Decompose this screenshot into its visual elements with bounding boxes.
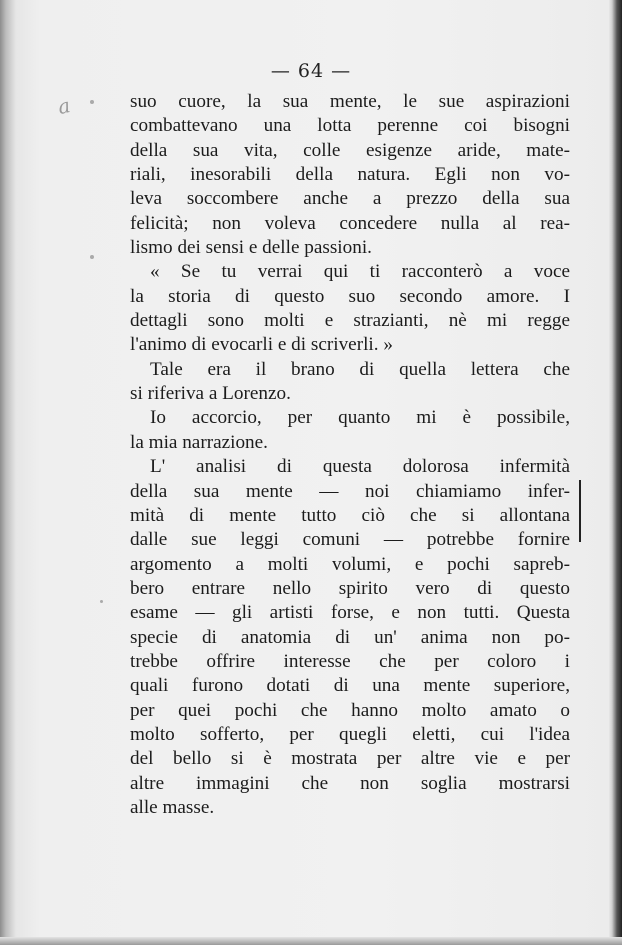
text-line: felicità; non voleva concedere nulla al rea- [130, 212, 570, 234]
text-line: combattevano una lotta perenne coi bisogni [130, 115, 570, 137]
text-line: trebbe offrire interesse che per coloro i [130, 650, 570, 672]
text-line: della sua mente — noi chiamiamo infer- [130, 480, 570, 502]
margin-speck [90, 255, 94, 259]
body-text [130, 90, 570, 820]
text-line: « Se tu verrai qui ti racconterò a voce [150, 261, 570, 283]
text-line: lismo dei sensi e delle passioni. [130, 237, 372, 259]
handwritten-margin-note: a [55, 93, 73, 119]
book-binding-edge [608, 0, 622, 945]
text-line: dalle sue leggi comuni — potrebbe fornire [130, 529, 570, 551]
text-line: la storia di questo suo secondo amore. I [130, 285, 570, 307]
page-bottom-edge [0, 937, 622, 945]
text-line: l'animo di evocarli e di scriverli. » [130, 334, 393, 356]
text-line: si riferiva a Lorenzo. [130, 383, 291, 405]
text-line: Tale era il brano di quella lettera che [150, 358, 570, 380]
text-line: la mia narrazione. [130, 431, 268, 453]
text-line: della sua vita, colle esigenze aride, mate- [130, 139, 570, 161]
text-line: argomento a molti volumi, e pochi sapreb- [130, 553, 570, 575]
text-line: molto sofferto, per quegli eletti, cui l'idea [130, 723, 570, 745]
text-line: esame — gli artisti forse, e non tutti. Questa [130, 602, 570, 624]
text-line: suo cuore, la sua mente, le sue aspirazioni [130, 91, 570, 112]
margin-speck [90, 100, 94, 104]
text-line: mità di mente tutto ciò che si allontana [130, 504, 570, 526]
margin-bar-mark [579, 480, 581, 542]
text-line: L' analisi di questa dolorosa infermità [150, 456, 570, 478]
text-line: altre immagini che non soglia mostrarsi [130, 772, 570, 794]
text-line: Io accorcio, per quanto mi è possibile, [150, 407, 570, 429]
page-number: — 64 — [270, 60, 352, 82]
text-line: riali, inesorabili della natura. Egli non vo- [130, 164, 570, 186]
text-line: dettagli sono molti e strazianti, nè mi regge [130, 310, 570, 332]
text-line: leva soccombere anche a prezzo della sua [130, 188, 570, 210]
text-line: del bello si è mostrata per altre vie e per [130, 748, 570, 770]
text-line: per quei pochi che hanno molto amato o [130, 699, 570, 721]
text-line: bero entrare nello spirito vero di questo [130, 577, 570, 599]
text-line: specie di anatomia di un' anima non po- [130, 626, 570, 648]
text-line: quali furono dotati di una mente superiore, [130, 675, 570, 697]
text-line: alle masse. [130, 796, 215, 818]
margin-speck [100, 600, 103, 603]
